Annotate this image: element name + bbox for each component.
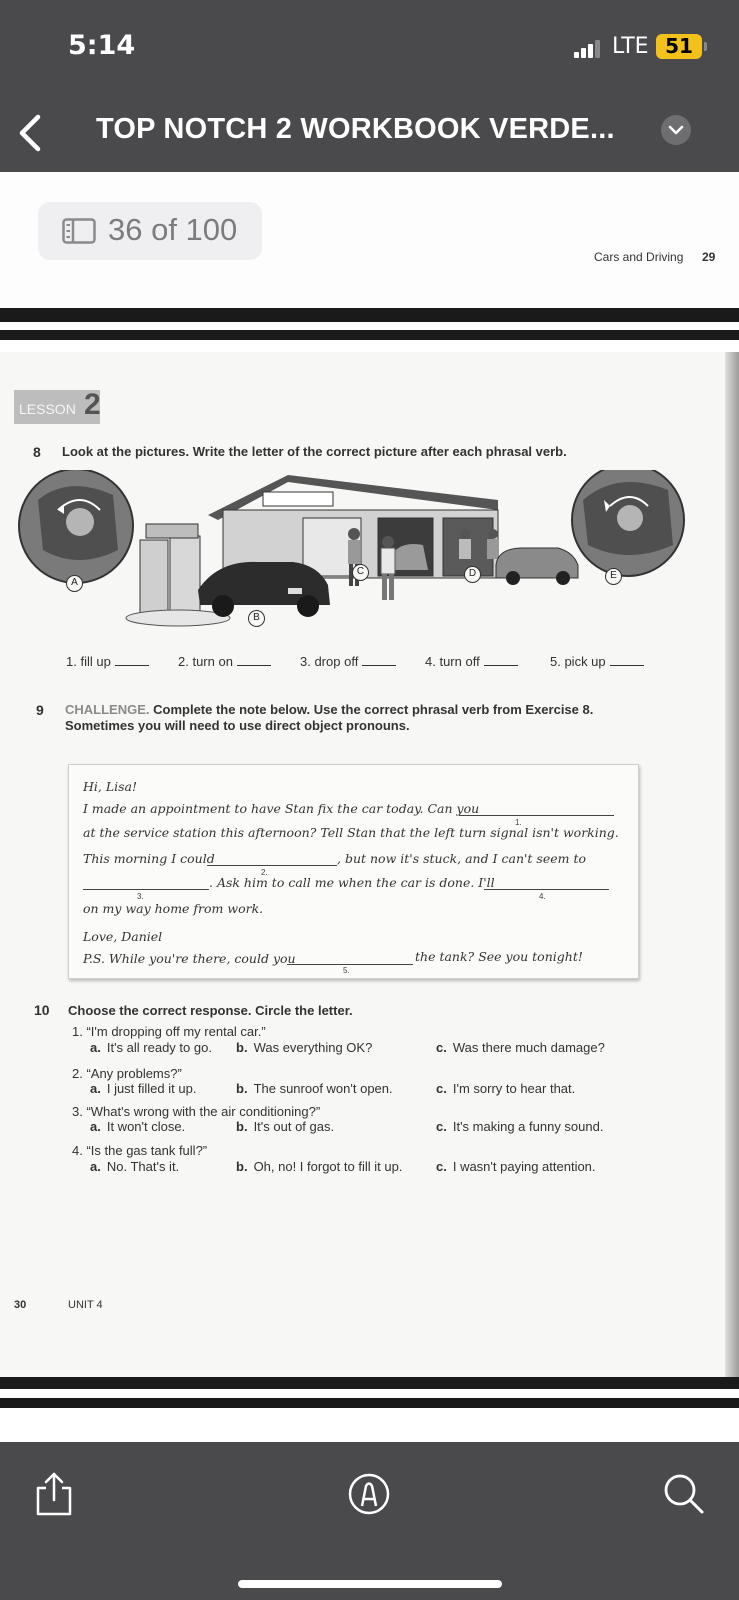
running-header: Cars and Driving — [594, 250, 684, 264]
option-a[interactable]: a. It's all ready to go. — [90, 1040, 212, 1055]
picture-label-d: D — [464, 566, 481, 583]
note-blank-5[interactable] — [287, 964, 413, 965]
answer-blank[interactable] — [610, 656, 644, 666]
question: 4. “Is the gas tank full?” — [72, 1143, 208, 1158]
back-button[interactable] — [14, 111, 54, 155]
battery-tip — [704, 42, 707, 51]
exercise-number: 9 — [36, 702, 44, 718]
picture-label-b: B — [248, 610, 265, 627]
share-button[interactable] — [30, 1470, 78, 1518]
gas-station-picture — [18, 470, 686, 638]
chevron-down-icon — [661, 115, 691, 145]
home-indicator[interactable] — [238, 1580, 502, 1588]
note-line: , but now it's stuck, and I can't seem to — [337, 851, 587, 866]
next-page — [0, 1412, 739, 1442]
answer-blank[interactable] — [362, 656, 396, 666]
note-ps: the tank? See you tonight! — [415, 949, 583, 964]
previous-page — [0, 172, 739, 314]
option-c[interactable]: c. I'm sorry to hear that. — [436, 1081, 576, 1096]
page-binding-shadow — [725, 352, 739, 1377]
page-counter[interactable] — [38, 202, 262, 260]
note-line: at the service station this afternoon? Tell Stan that the left turn signal isn't working. — [83, 825, 619, 840]
note-blank-3[interactable] — [83, 889, 209, 890]
option-b[interactable]: b. Oh, no! I forgot to fill it up. — [236, 1159, 403, 1174]
signal-strength-icon — [574, 38, 602, 58]
option-a[interactable]: a. It won't close. — [90, 1119, 186, 1134]
search-icon — [660, 1470, 708, 1518]
phrasal-verb-item: 1. fill up — [66, 654, 149, 669]
markup-button[interactable] — [345, 1470, 393, 1518]
note-line: I made an appointment to have Stan fix the car today. Can you — [83, 801, 480, 816]
page-divider — [0, 330, 739, 340]
thumbnails-icon — [62, 218, 96, 244]
status-bar — [0, 0, 739, 95]
question: 2. “Any problems?” — [72, 1066, 182, 1081]
note-blank-2[interactable] — [207, 865, 337, 866]
page-number: 30 — [14, 1299, 27, 1311]
chevron-left-icon — [14, 111, 54, 155]
picture-label-a: A — [66, 575, 83, 592]
workbook-page — [0, 352, 739, 1377]
option-a[interactable]: a. No. That's it. — [90, 1159, 180, 1174]
phrasal-verb-item: 3. drop off — [300, 654, 396, 669]
note-blank-4[interactable] — [484, 889, 609, 890]
note-line: . Ask him to call me when the car is done. I'll — [209, 875, 495, 890]
phrasal-verb-illustration — [18, 470, 686, 638]
answer-blank[interactable] — [115, 656, 149, 666]
exercise-instruction-2: Sometimes you will need to use direct object pronouns. — [65, 718, 410, 733]
lesson-number: 2 — [84, 388, 101, 421]
question: 3. “What's wrong with the air conditioning?” — [72, 1104, 321, 1119]
page-divider — [0, 1398, 739, 1408]
question: 1. “I'm dropping off my rental car.” — [72, 1024, 266, 1039]
bottom-toolbar — [0, 1442, 739, 1600]
note-line: on my way home from work. — [83, 901, 264, 916]
option-a[interactable]: a. I just filled it up. — [90, 1081, 197, 1096]
running-page-number: 29 — [702, 250, 716, 264]
clock: 5:14 — [68, 30, 136, 61]
markup-icon — [345, 1470, 393, 1518]
exercise-instruction: CHALLENGE. Complete the note below. Use the correct phrasal verb from Exercise 8. — [65, 702, 594, 717]
exercise-number: 8 — [33, 444, 41, 460]
option-c[interactable]: c. Was there much damage? — [436, 1040, 605, 1055]
battery-icon: 51 — [656, 34, 702, 59]
page-divider — [0, 1377, 739, 1389]
note-closing: Love, Daniel — [83, 929, 163, 944]
lesson-word: LESSON — [19, 401, 76, 417]
answer-blank[interactable] — [237, 656, 271, 666]
answer-blank[interactable] — [484, 656, 518, 666]
page-divider — [0, 308, 739, 322]
note-card: Hi, Lisa! I made an appointment to have Stan fix the car today. Can you 1. at the service station this afternoon? Tell Stan that the left turn signal isn't working. This morning I could 2. , but now it's stuck, and I can't seem to 3. . Ask him to call me when the car is done. I'll 4. on my way home from work. Love, Daniel P.S. While you're there, could you 5. the tank? See you tonight! — [68, 764, 639, 979]
phrasal-verb-item: 2. turn on — [178, 654, 271, 669]
option-b[interactable]: b. The sunroof won't open. — [236, 1081, 393, 1096]
note-line: This morning I could — [83, 851, 215, 866]
note-ps: P.S. While you're there, could you — [83, 951, 296, 966]
phrasal-verb-item: 5. pick up — [550, 654, 644, 669]
exercise-instruction: Choose the correct response. Circle the letter. — [68, 1003, 353, 1018]
lesson-badge — [14, 390, 100, 424]
phrasal-verb-item: 4. turn off — [425, 654, 518, 669]
picture-label-c: C — [352, 564, 369, 581]
option-b[interactable]: b. It's out of gas. — [236, 1119, 335, 1134]
exercise-instruction: Look at the pictures. Write the letter of the correct picture after each phrasal verb. — [62, 444, 567, 459]
option-c[interactable]: c. I wasn't paying attention. — [436, 1159, 596, 1174]
option-c[interactable]: c. It's making a funny sound. — [436, 1119, 604, 1134]
page-counter-label: 36 of 100 — [108, 212, 238, 247]
document-title[interactable]: TOP NOTCH 2 WORKBOOK VERDE... — [96, 113, 615, 145]
note-blank-1[interactable] — [459, 815, 614, 816]
note-greeting: Hi, Lisa! — [83, 779, 138, 794]
network-type: LTE — [612, 34, 649, 59]
search-button[interactable] — [660, 1470, 708, 1518]
title-menu-button[interactable] — [661, 115, 691, 145]
picture-label-e: E — [605, 568, 622, 585]
share-icon — [30, 1470, 78, 1518]
challenge-label: CHALLENGE. — [65, 702, 150, 717]
document-viewer[interactable] — [0, 172, 739, 1442]
option-b[interactable]: b. Was everything OK? — [236, 1040, 373, 1055]
unit-label: UNIT 4 — [68, 1299, 103, 1311]
exercise-number: 10 — [34, 1002, 50, 1018]
navigation-bar — [0, 95, 739, 172]
